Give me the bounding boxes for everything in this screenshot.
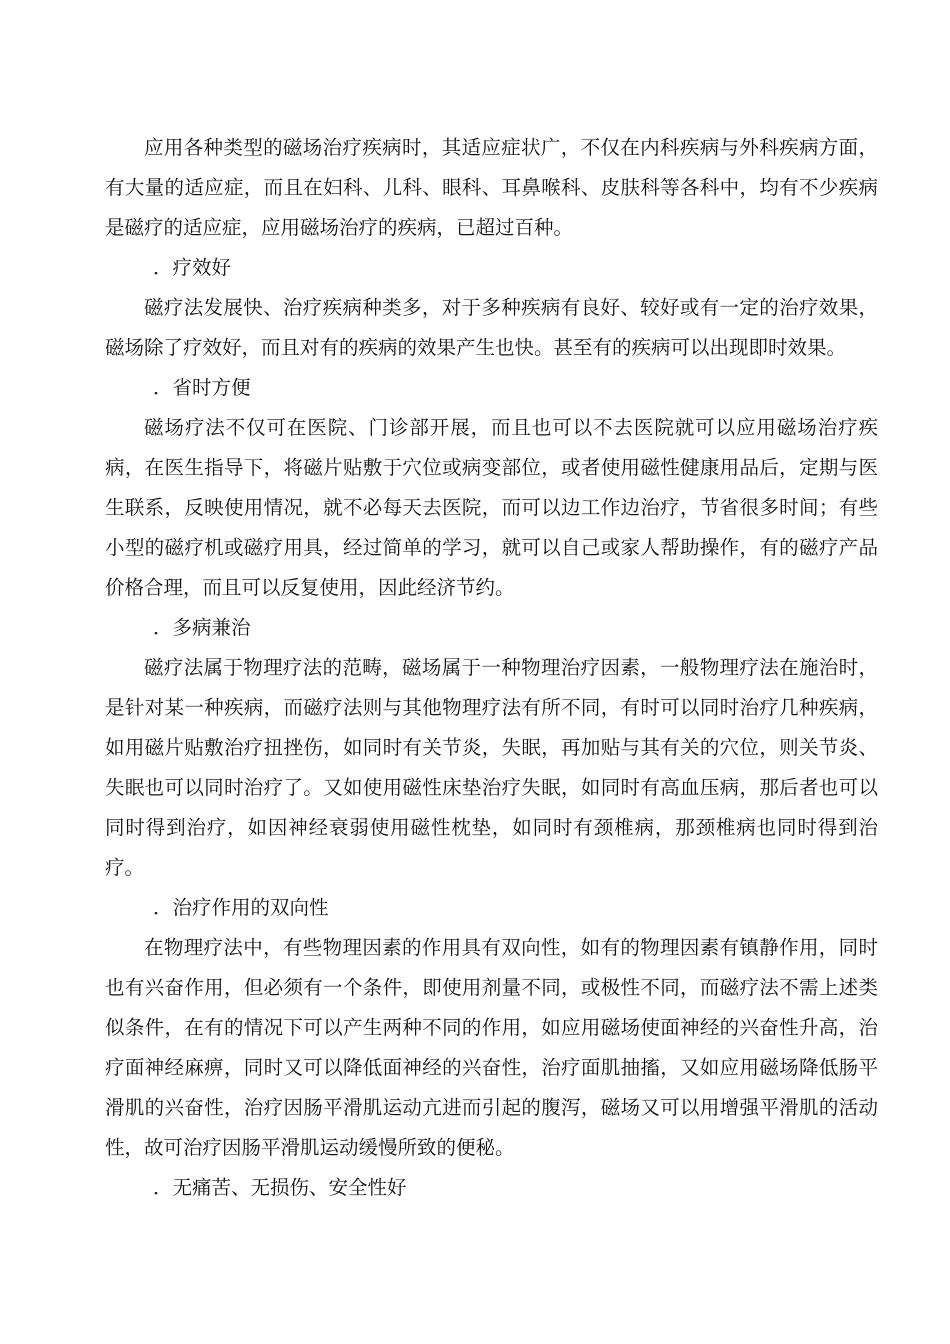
heading-multi-disease: ．多病兼治 [153, 616, 251, 639]
heading-convenience: ．省时方便 [153, 376, 251, 399]
paragraph-convenience: 磁场疗法不仅可在医院、门诊部开展，而且也可以不去医院就可以应用磁场治疗疾病，在医生指导下，将磁片贴敷于穴位或病变部位，或者使用磁性健康用品后，定期与医生联系，反映使用情况，就不必每天去医院，而可以边工作边治疗，节省很多时间；有些小型的磁疗机或磁疗用具，经过简单的学习，就可以自己或家人帮助操作，有的磁疗产品价格合理，而且可以反复使用，因此经济节约。 [105, 416, 878, 599]
paragraph-efficacy: 磁疗法发展快、治疗疾病种类多，对于多种疾病有良好、较好或有一定的治疗效果，磁场除了疗效好，而且对有的疾病的效果产生也快。甚至有的疾病可以出现即时效果。 [105, 296, 878, 359]
heading-bidirectional: ．治疗作用的双向性 [153, 896, 329, 919]
paragraph-multi-disease: 磁疗法属于物理疗法的范畴，磁场属于一种物理治疗因素，一般物理疗法在施治时，是针对某一种疾病，而磁疗法则与其他物理疗法有所不同，有时可以同时治疗几种疾病，如用磁片贴敷治疗扭挫伤，如同时有关节炎，失眠，再加贴与其有关的穴位，则关节炎、失眠也可以同时治疗了。又如使用磁性床垫治疗失眠，如同时有高血压病，那后者也可以同时得到治疗，如因神经衰弱使用磁性枕垫，如同时有颈椎病，那颈椎病也同时得到治疗。 [105, 656, 878, 879]
heading-safety: ．无痛苦、无损伤、安全性好 [153, 1176, 407, 1199]
heading-efficacy: ．疗效好 [153, 256, 232, 279]
paragraph-bidirectional: 在物理疗法中，有些物理因素的作用具有双向性，如有的物理因素有镇静作用，同时也有兴奋作用，但必须有一个条件，即使用剂量不同，或极性不同，而磁疗法不需上述类似条件，在有的情况下可以产生两种不同的作用，如应用磁场使面神经的兴奋性升高，治疗面神经麻痹，同时又可以降低面神经的兴奋性，治疗面肌抽搐，又如应用磁场降低肠平滑肌的兴奋性，治疗因肠平滑肌运动亢进而引起的腹泻，磁场又可以用增强平滑肌的活动性，故可治疗因肠平滑肌运动缓慢所致的便秘。 [105, 936, 878, 1159]
document-body [105, 128, 878, 1208]
paragraph-intro: 应用各种类型的磁场治疗疾病时，其适应症状广，不仅在内科疾病与外科疾病方面，有大量的适应症，而且在妇科、儿科、眼科、耳鼻喉科、皮肤科等各科中，均有不少疾病是磁疗的适应症，应用磁场治疗的疾病，已超过百种。 [105, 136, 878, 239]
